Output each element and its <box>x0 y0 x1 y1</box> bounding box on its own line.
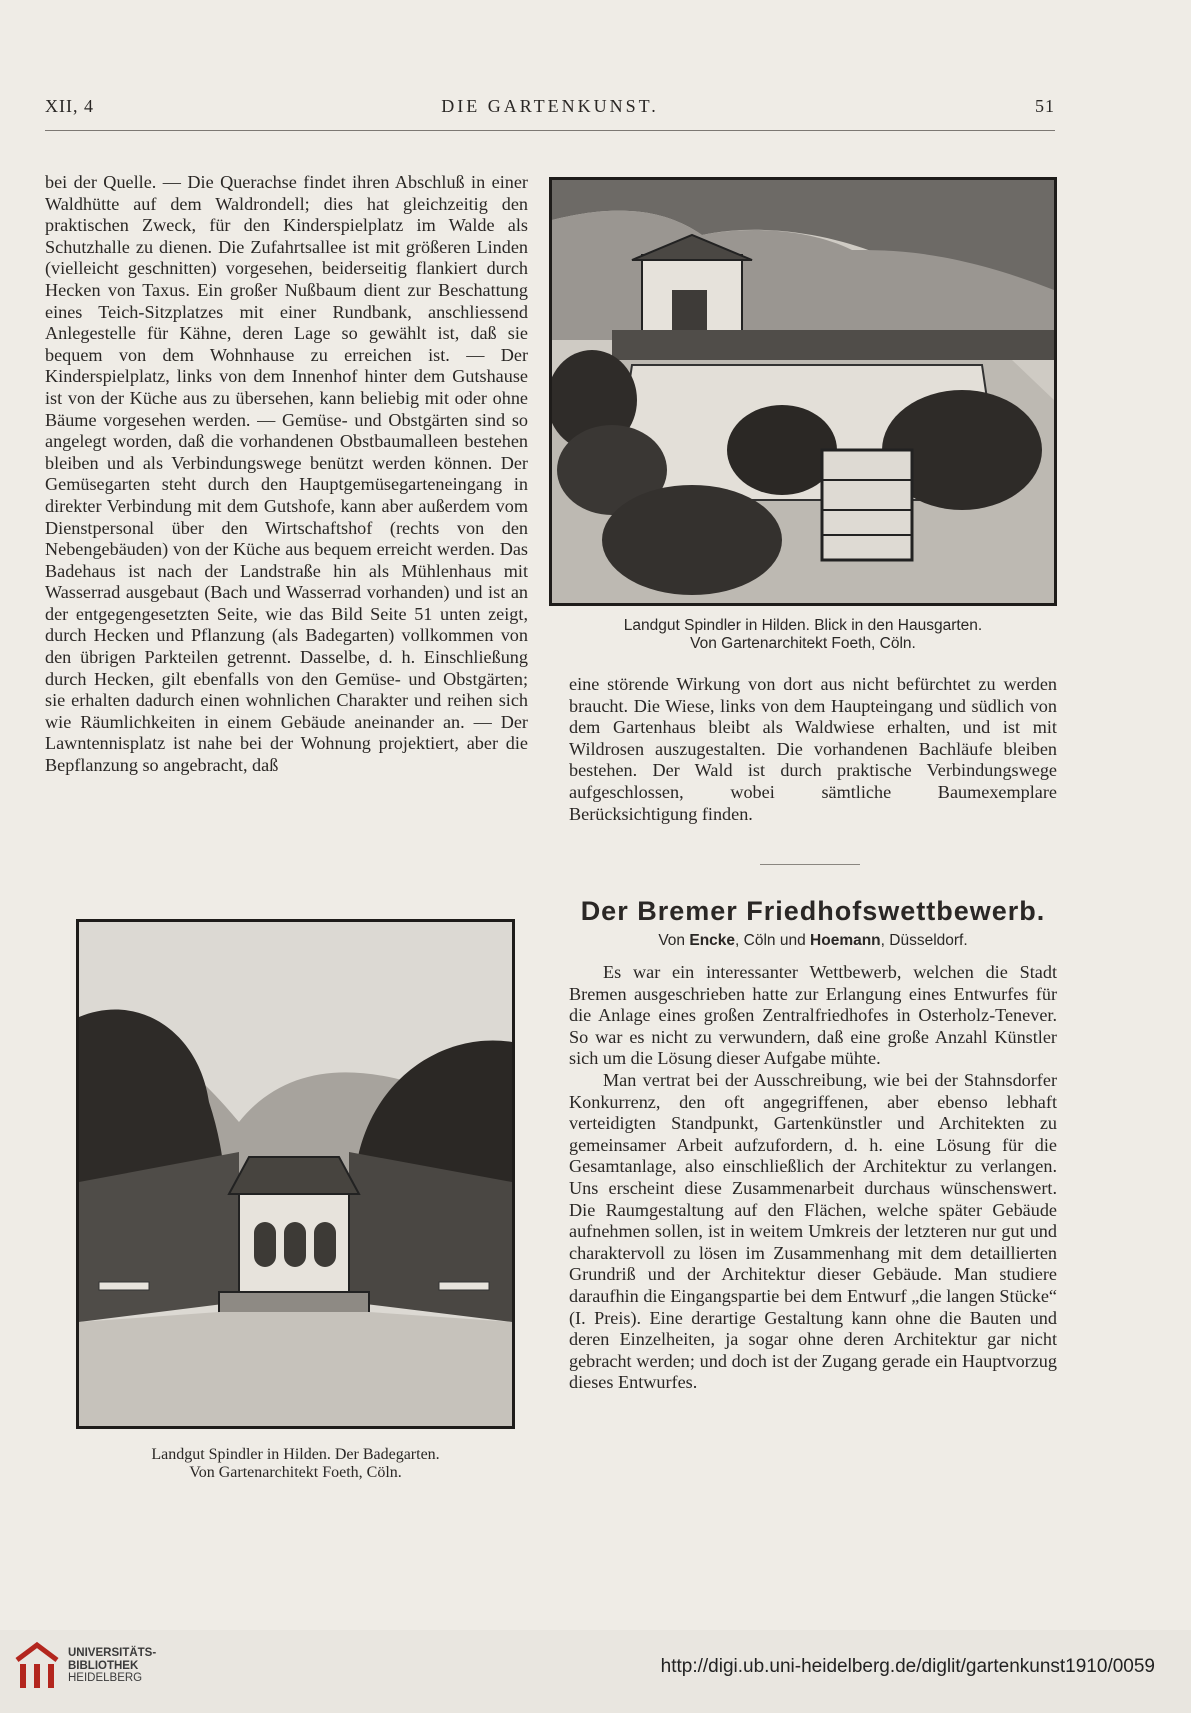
article-body <box>569 962 1057 1394</box>
author-name: Encke <box>689 932 736 949</box>
library-name <box>68 1647 156 1685</box>
page-number: 51 <box>1035 96 1055 116</box>
volume-issue: XII, 4 <box>45 96 94 116</box>
author-city: , Düsseldorf. <box>880 932 968 949</box>
caption-line: Von Gartenarchitekt Foeth, Cöln. <box>189 1464 402 1481</box>
illustration-badegarten <box>76 919 515 1429</box>
badegarten-engraving <box>79 922 512 1426</box>
hausgarten-engraving <box>552 180 1054 603</box>
caption-line: Landgut Spindler in Hilden. Der Badegarten. <box>151 1446 440 1463</box>
library-logo-icon <box>12 1640 62 1695</box>
byline-prefix: Von <box>658 932 686 949</box>
running-header <box>45 96 1055 118</box>
caption-badegarten <box>76 1446 515 1482</box>
journal-title: DIE GARTENKUNST. <box>441 96 659 116</box>
author-city: , Cöln und <box>735 932 806 949</box>
caption-line: Landgut Spindler in Hilden. Blick in den Hausgarten. <box>623 617 983 634</box>
paragraph: eine störende Wirkung von dort aus nicht befürchtet zu werden braucht. Die Wiese, links von dem Haupteingang und südlich von dem Gartenhaus bleibt als Waldwiese erhalten, und ist mit Wildrosen auszugestalten. Die vorhandenen Bachläufe bleiben bestehen. Der Wald ist durch praktische Verbindungswege aufgeschlossen, wobei sämtliche Baumexemplare Berücksichtigung finden. <box>569 674 1057 824</box>
left-column-text <box>45 172 528 777</box>
author-name: Hoemann <box>810 932 881 949</box>
illustration-hausgarten <box>549 177 1057 606</box>
article-title: Der Bremer Friedhofswettbewerb. <box>580 896 1046 926</box>
paragraph: Es war ein interessanter Wettbewerb, welchen die Stadt Bremen ausgeschrieben hatte zur Erlangung eines Entwurfes für die Anlage eines großen Zentralfriedhofes in Osterholz-Tenever. So war es nicht zu verwundern, daß eine große Anzahl Künstler sich um die Lösung dieser Aufgabe mühte. <box>569 962 1057 1069</box>
viewer-footer <box>0 1630 1191 1713</box>
article-byline <box>569 932 1057 950</box>
section-divider <box>760 864 860 865</box>
paragraph: Man vertrat bei der Ausschreibung, wie bei der Stahnsdorfer Konkurrenz, den oft angegriffenen, aber ebenso lebhaft verteidigten Standpunkt, Gartenkünstler und Architekten zu gemeinsamer Arbeit aufzufordern, d. h. eine Lösung für die Gesamtanlage, also einschließlich der Architektur zu verlangen. Uns erscheint diese Zusammenarbeit durchaus wünschenswert. Die Raumgestaltung auf den Flächen, welche später Gebäude aufnehmen sollen, ist in weitem Umkreis der letzteren nur gut und charaktervoll zu lösen im Zusammenhang mit dem detaillierten Grundriß und der Architektur dieser Gebäude. Man studiere daraufhin die Eingangspartie bei dem Entwurf „die langen Stücke“ (I. Preis). Eine derartige Gestaltung kann ohne die Bauten und deren Einzelheiten, ja sogar ohne deren Architektur gar nicht gebracht werden; und doch ist der Zugang gerade ein Hauptvorzug dieses Entwurfes. <box>569 1069 1057 1393</box>
library-name-line: HEIDELBERG <box>68 1672 143 1684</box>
library-name-line: BIBLIOTHEK <box>68 1659 139 1672</box>
permalink[interactable]: http://digi.ub.uni-heidelberg.de/diglit/gartenkunst1910/0059 <box>660 1656 1155 1677</box>
caption-hausgarten <box>549 617 1057 653</box>
right-column-text <box>569 674 1057 825</box>
caption-line: Von Gartenarchitekt Foeth, Cöln. <box>690 635 916 652</box>
library-name-line: UNIVERSITÄTS- <box>68 1647 157 1659</box>
header-rule <box>45 130 1055 131</box>
paragraph: bei der Quelle. — Die Querachse findet ihren Abschluß in einer Waldhütte auf dem Waldrondell; dies hat gleichzeitig den praktischen Zweck, für den Kinderspielplatz im Walde als Schutzhalle zu dienen. Die Zufahrtsallee ist mit größeren Linden (vielleicht geschnitten) vorgesehen, beiderseitig flankiert durch Hecken von Taxus. Ein großer Nußbaum dient zur Beschattung eines Teich-Sitzplatzes mit einer Rundbank, anschliessend Anlegestelle für Kähne, deren Lage so gewählt ist, daß sie bequem von dem Wohnhause zu erreichen ist. — Der Kinderspielplatz, links von dem Innenhof hinter dem Gutshause ist von der Küche aus zu übersehen, kann beliebig mit oder ohne Bäume vorgesehen werden. — Gemüse- und Obstgärten sind so angelegt worden, daß die vorhandenen Obstbaumalleen bestehen bleiben und als Verbindungswege benützt werden können. Der Gemüsegarten steht durch den Hauptgemüsegarteneingang in direkter Verbindung mit dem Gutshofe, kann aber außerdem vom Dienstpersonal über den Wirtschaftshof (rechts von den Nebengebäuden) von der Küche aus bequem erreicht werden. Das Badehaus ist nach der Landstraße hin als Mühlenhaus mit Wasserrad ausgebaut (Bach und Wasserrad vorhanden) und ist an der entgegengesetzten Seite, wie das Bild Seite 51 unten zeigt, durch Hecken und Pflanzung (als Badegarten) vollkommen von den übrigen Parkteilen getrennt. Dasselbe, d. h. Einschließung durch Hecken, gilt ebenfalls von den Gemüse- und Obstgärten; sie erhalten dadurch einen wohnlichen Charakter und reihen sich wie Räumlichkeiten in einem Gebäude aneinander an. — Der Lawntennisplatz ist nahe bei der Wohnung projektiert, aber die Bepflanzung so angebracht, daß <box>45 172 528 776</box>
